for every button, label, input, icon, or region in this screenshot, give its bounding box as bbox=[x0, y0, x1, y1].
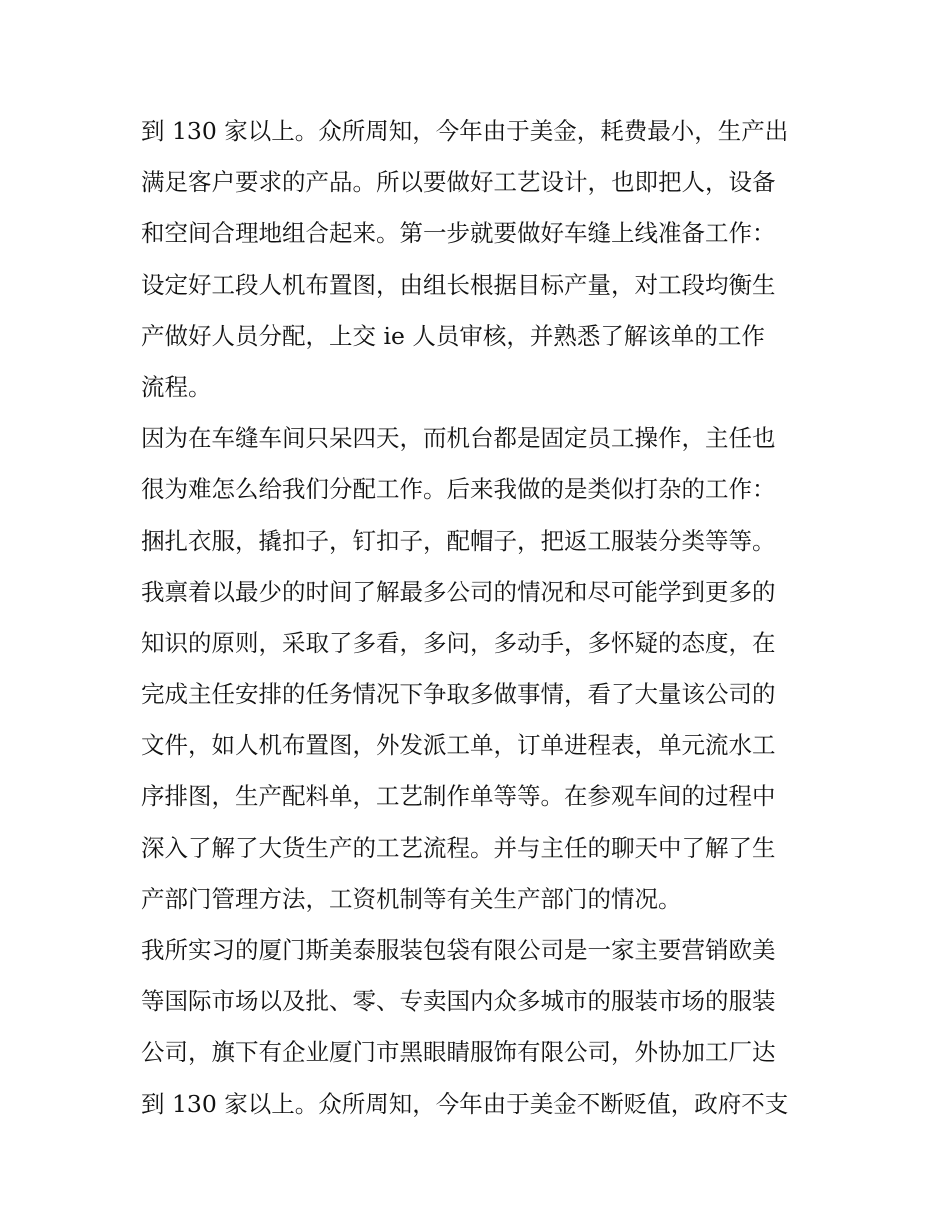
text-line-11: 知识的原则，采取了多看，多问，多动手，多怀疑的态度，在 bbox=[141, 628, 776, 657]
text-line-13: 文件，如人机布置图，外发派工单，订单进程表，单元流水工 bbox=[141, 731, 776, 760]
text-line-7: 因为在车缝车间只呆四天，而机台都是固定员工操作，主任也 bbox=[141, 424, 776, 453]
text-line-15: 深入了解了大货生产的工艺流程。并与主任的聊天中了解了生 bbox=[141, 833, 776, 862]
text-line-6: 流程。 bbox=[141, 372, 212, 401]
body-text bbox=[141, 106, 816, 1130]
text-line-14: 序排图，生产配料单，工艺制作单等等。在参观车间的过程中 bbox=[141, 782, 776, 811]
text-line-20: 到 130 家以上。众所周知，今年由于美金不断贬值，政府不支 bbox=[141, 1089, 789, 1118]
text-line-1: 到 130 家以上。众所周知，今年由于美金，耗费最小，生产出 bbox=[141, 117, 789, 145]
text-line-18: 等国际市场以及批、零、专卖国内众多城市的服装市场的服装 bbox=[141, 987, 776, 1016]
text-line-19: 公司，旗下有企业厦门市黑眼睛服饰有限公司，外协加工厂达 bbox=[141, 1038, 776, 1067]
text-line-5: 产做好人员分配，上交 ie 人员审核，并熟悉了解该单的工作 bbox=[141, 321, 765, 350]
text-line-10: 我禀着以最少的时间了解最多公司的情况和尽可能学到更多的 bbox=[141, 577, 776, 606]
text-line-2: 满足客户要求的产品。所以要做好工艺设计，也即把人，设备 bbox=[141, 168, 776, 197]
text-line-17: 我所实习的厦门斯美泰服装包袋有限公司是一家主要营销欧美 bbox=[141, 936, 776, 964]
text-line-3: 和空间合理地组合起来。第一步就要做好车缝上线准备工作： bbox=[141, 219, 776, 248]
text-line-16: 产部门管理方法，工资机制等有关生产部门的情况。 bbox=[141, 884, 682, 913]
text-line-12: 完成主任安排的任务情况下争取多做事情，看了大量该公司的 bbox=[141, 680, 776, 709]
text-line-8: 很为难怎么给我们分配工作。后来我做的是类似打杂的工作： bbox=[141, 475, 776, 504]
text-line-9: 捆扎衣服，撬扣子，钉扣子，配帽子，把返工服装分类等等。 bbox=[141, 526, 776, 555]
text-line-4: 设定好工段人机布置图，由组长根据目标产量，对工段均衡生 bbox=[141, 270, 776, 299]
